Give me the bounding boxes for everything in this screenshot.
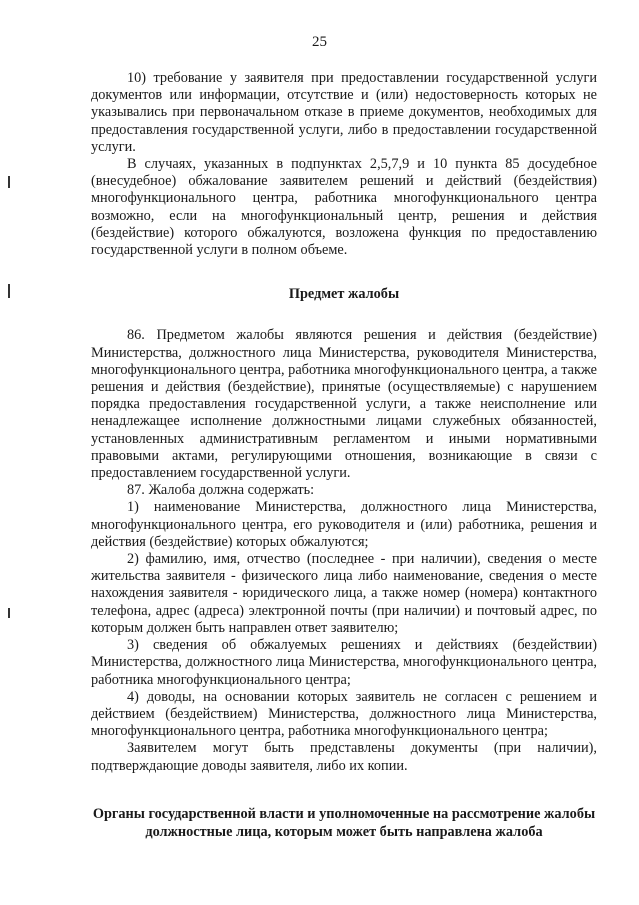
paragraph: 86. Предметом жалобы являются решения и действия (бездействие) Министерства, должностного лица Министерства, руководителя Министерства, многофункционального центра, работника многофункционального центра, а также решения и действия (бездействие), принятые (осуществляемые) с нарушением порядка предоставления государственной услуги, а также неисполнение или ненадлежащее исполнение должностными лицами служебных обязанностей, установленных административным регламентом и иными нормативными правовыми актами, регулирующими отношения, возникающие в связи с предоставлением государственной услуги. <box>91 327 597 482</box>
document-body <box>91 70 597 841</box>
section-heading: Предмет жалобы <box>288 286 400 303</box>
paragraph: 87. Жалоба должна содержать: <box>127 482 315 499</box>
list-item: 2) фамилию, имя, отчество (последнее - при наличии), сведения о месте жительства заявителя - физического лица либо наименование, сведения о месте нахождения заявителя - юридического лица, а также номер (номера) контактного телефона, адрес (адреса) электронной почты (при наличии) и почтовый адрес, по которым должен быть направлен ответ заявителю; <box>91 551 597 636</box>
paragraph: В случаях, указанных в подпунктах 2,5,7,9 и 10 пункта 85 досудебное (внесудебное) обжалование заявителем решений и действий (бездействия) многофункционального центра, работника многофункционального центра возможно, если на многофункциональный центр, решения и действия (бездействие) которого обжалуются, возложена функция по предоставлению государственной услуги в полном объеме. <box>91 156 597 259</box>
scan-mark <box>8 176 10 188</box>
scan-mark <box>8 608 10 618</box>
list-item: 1) наименование Министерства, должностного лица Министерства, многофункционального центра, его руководителя и (или) работника, решения и действия (бездействие) которых обжалуются; <box>91 499 597 550</box>
paragraph: Заявителем могут быть представлены документы (при наличии), подтверждающие доводы заявителя, либо их копии. <box>91 740 597 774</box>
page-number: 25 <box>312 34 327 50</box>
scan-mark <box>8 284 10 298</box>
paragraph: 10) требование у заявителя при предоставлении государственной услуги документов или информации, отсутствие и (или) недостоверность которых не указывались при первоначальном отказе в приеме документов, необходимых для предоставления государственной услуги, либо в предоставлении государственной услуги. <box>91 70 597 155</box>
section-heading: Органы государственной власти и уполномоченные на рассмотрение жалобы должностные лица, которым может быть направлена жалоба <box>92 805 596 840</box>
list-item: 4) доводы, на основании которых заявитель не согласен с решением и действием (бездействием) Министерства, должностного лица Министерства, многофункционального центра, работника многофункционального центра; <box>91 688 597 740</box>
list-item: 3) сведения об обжалуемых решениях и действиях (бездействии) Министерства, должностного лица Министерства, многофункционального центра, работника многофункционального центра; <box>91 637 597 688</box>
